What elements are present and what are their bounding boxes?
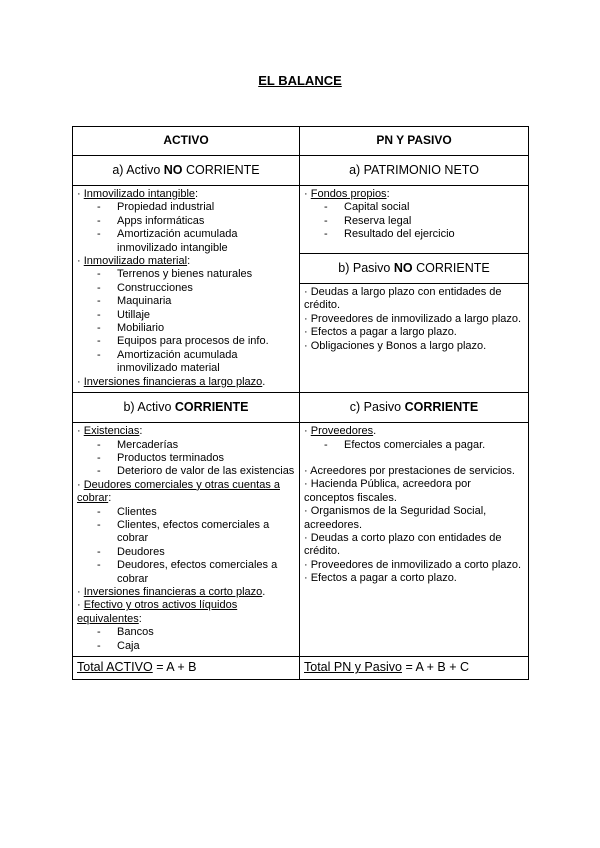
balance-table [72,126,529,680]
patrimonio-neto-heading: a) PATRIMONIO NETO [300,156,529,186]
proveedores-line: · Proveedores. [304,425,377,438]
patrimonio-neto-content [300,186,529,254]
intangible-list [77,201,295,255]
list-item: - Equipos para procesos de info. [97,335,295,348]
list-item: - Amortización acumulada inmovilizado material [97,349,295,376]
account-line: · Proveedores de inmovilizado a largo plazo. [304,312,522,325]
page-title: EL BALANCE [258,73,342,88]
list-item: - Efectos comerciales a pagar. [324,439,524,452]
list-item: - Maquinaria [97,295,295,308]
pasivo-no-corriente-content [300,284,529,393]
list-item: - Reserva legal [324,215,524,228]
list-item: - Apps informáticas [97,215,295,228]
account-line: · Organismos de la Seguridad Social, acreedores. [304,505,487,531]
list-item: - Deudores [97,546,295,559]
list-item: - Capital social [324,201,524,214]
list-item: - Mobiliario [97,322,295,335]
account-line: · Deudas a corto plazo con entidades de crédito. [304,531,502,558]
list-item: - Deterioro de valor de las existencias [97,465,295,478]
list-item: - Clientes [97,506,295,519]
deudores-line: · Deudores comerciales y otras cuentas a cobrar: [77,478,280,505]
activo-no-corriente-heading: a) Activo NO CORRIENTE [73,156,300,186]
pasivo-corriente-content [300,423,529,657]
list-item: - Mercaderías [97,439,295,452]
list-item: - Terrenos y bienes naturales [97,268,295,281]
existencias-list [77,439,295,479]
list-item: - Bancos [97,626,295,639]
inmovilizado-material-line: · Inmovilizado material: [77,255,191,268]
account-line: · Obligaciones y Bonos a largo plazo. [304,339,487,352]
activo-corriente-content [73,423,300,657]
account-line: · Hacienda Pública, acreedora por conceptos fiscales. [304,478,471,504]
list-item: - Utillaje [97,309,295,322]
deudores-list [77,506,295,586]
existencias-line: · Existencias: [77,425,143,438]
activo-header: ACTIVO [73,127,300,156]
activo-no-corriente-content [73,186,300,393]
list-item: - Resultado del ejercicio [324,228,524,241]
inmovilizado-intangible-line: · Inmovilizado intangible: [77,188,199,200]
list-item: - Deudores, efectos comerciales a cobrar [97,559,295,586]
account-line: · Proveedores de inmovilizado a corto plazo. [304,558,522,571]
activo-corriente-heading: b) Activo CORRIENTE [73,393,300,423]
total-pasivo: Total PN y Pasivo = A + B + C [300,657,529,680]
list-item: - Clientes, efectos comerciales a cobrar [97,519,295,546]
pnc-lines [304,286,524,353]
pn-list [304,201,524,241]
list-item: - Propiedad industrial [97,201,295,214]
list-item: - Amortización acumulada inmovilizado intangible [97,228,295,255]
list-item: - Caja [97,640,295,653]
account-line: · Efectos a pagar a largo plazo. [304,326,457,339]
pasivo-no-corriente-heading: b) Pasivo NO CORRIENTE [300,254,529,284]
pasivo-corriente-heading: c) Pasivo CORRIENTE [300,393,529,423]
inversiones-lp-line: · Inversiones financieras a largo plazo. [77,375,266,388]
total-activo: Total ACTIVO = A + B [73,657,300,680]
material-list [77,268,295,375]
pc-lines [304,465,524,586]
list-item: - Construcciones [97,282,295,295]
account-line: · Efectos a pagar a corto plazo. [304,572,457,585]
list-item: - Productos terminados [97,452,295,465]
efectivo-line: · Efectivo y otros activos líquidos equivalentes: [77,599,238,625]
account-line: · Acreedores por prestaciones de servicios. [304,464,515,477]
inversiones-cp-line: · Inversiones financieras a corto plazo. [77,585,266,598]
efectivo-list [77,626,295,653]
pasivo-header: PN Y PASIVO [300,127,529,156]
fondos-propios-line: · Fondos propios: [304,188,390,200]
proveedores-list [304,439,524,452]
account-line: · Deudas a largo plazo con entidades de crédito. [304,286,502,312]
